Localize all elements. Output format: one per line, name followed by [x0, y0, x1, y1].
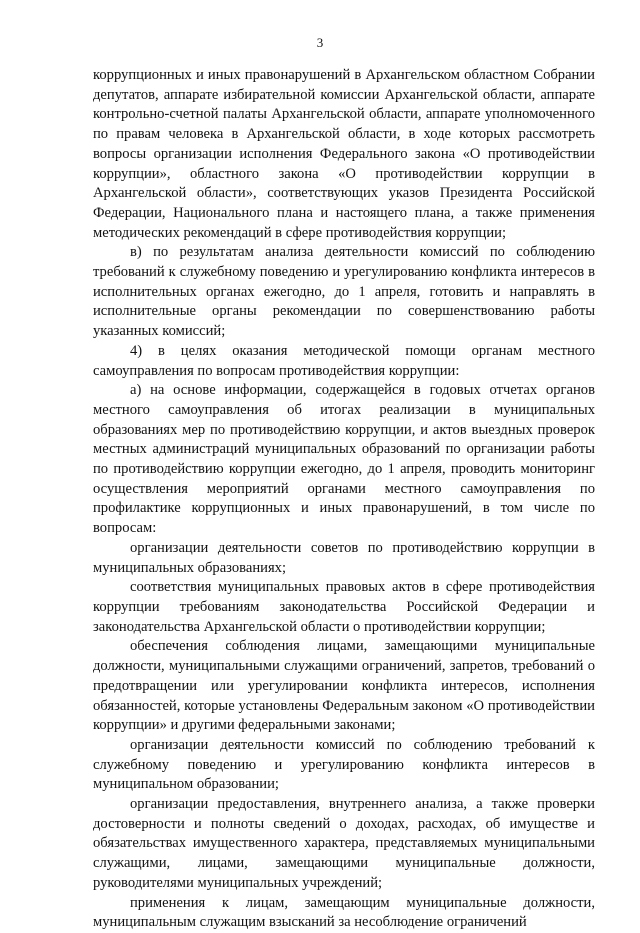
- paragraph: обеспечения соблюдения лицами, замещающими муниципальные должности, муниципальными служащими ограничений, запретов, требований о предотвращении или урегулировании конфликта интересов, исполнения обязанностей, которые установлены Федеральным законом «О противодействии коррупции» и другими федеральными законами;: [93, 638, 595, 734]
- paragraph: организации деятельности комиссий по соблюдению требований к служебному поведению и урегулированию конфликта интересов в муниципальном образовании;: [93, 736, 595, 793]
- paragraph: организации деятельности советов по противодействию коррупции в муниципальных образованиях;: [93, 539, 595, 576]
- paragraph: коррупционных и иных правонарушений в Архангельском областном Собрании депутатов, аппарате избирательной комиссии Архангельской области, аппарате контрольно-счетной палаты Архангельской области, аппарате уполномоченного по правам человека в Архангельской области, в ходе которых рассмотреть вопросы организации исполнения Федерального закона «О противодействии коррупции», областного закона «О противодействии коррупции в Архангельской области», соответствующих указов Президента Российской Федерации, Национального плана и настоящего плана, а также применения методических рекомендаций в сфере противодействия коррупции;: [93, 67, 595, 241]
- paragraph: применения к лицам, замещающим муниципальные должности, муниципальным служащим взысканий за несоблюдение ограничений: [93, 894, 595, 931]
- page-number: 3: [316, 35, 324, 50]
- paragraph: в) по результатам анализа деятельности комиссий по соблюдению требований к служебному поведению и урегулированию конфликта интересов в исполнительных органах ежегодно, до 1 апреля, готовить и направлять в исполнительные органы рекомендации по совершенствованию работы указанных комиссий;: [93, 244, 595, 340]
- paragraph: организации предоставления, внутреннего анализа, а также проверки достоверности и полноты сведений о доходах, расходах, об имуществе и обязательствах имущественного характера, представляемых муниципальными служащими, лицами, замещающими муниципальные должности, руководителями муниципальных учреждений;: [93, 796, 595, 891]
- paragraph: а) на основе информации, содержащейся в годовых отчетах органов местного самоуправления об итогах реализации в муниципальных образованиях мер по противодействию коррупции, и актов выездных проверок местных администраций муниципальных образований по организации работы по противодействию коррупции ежегодно, до 1 апреля, проводить мониторинг осуществления мероприятий органами местного самоуправления по профилактике коррупционных и иных правонарушений, в том числе по вопросам:: [93, 382, 595, 537]
- paragraph: 4) в целях оказания методической помощи органам местного самоуправления по вопросам противодействия коррупции:: [93, 342, 595, 379]
- body-text: [93, 66, 595, 933]
- paragraph: соответствия муниципальных правовых актов в сфере противодействия коррупции требованиям законодательства Российской Федерации и законодательства Архангельской области о противодействии коррупции;: [93, 579, 595, 635]
